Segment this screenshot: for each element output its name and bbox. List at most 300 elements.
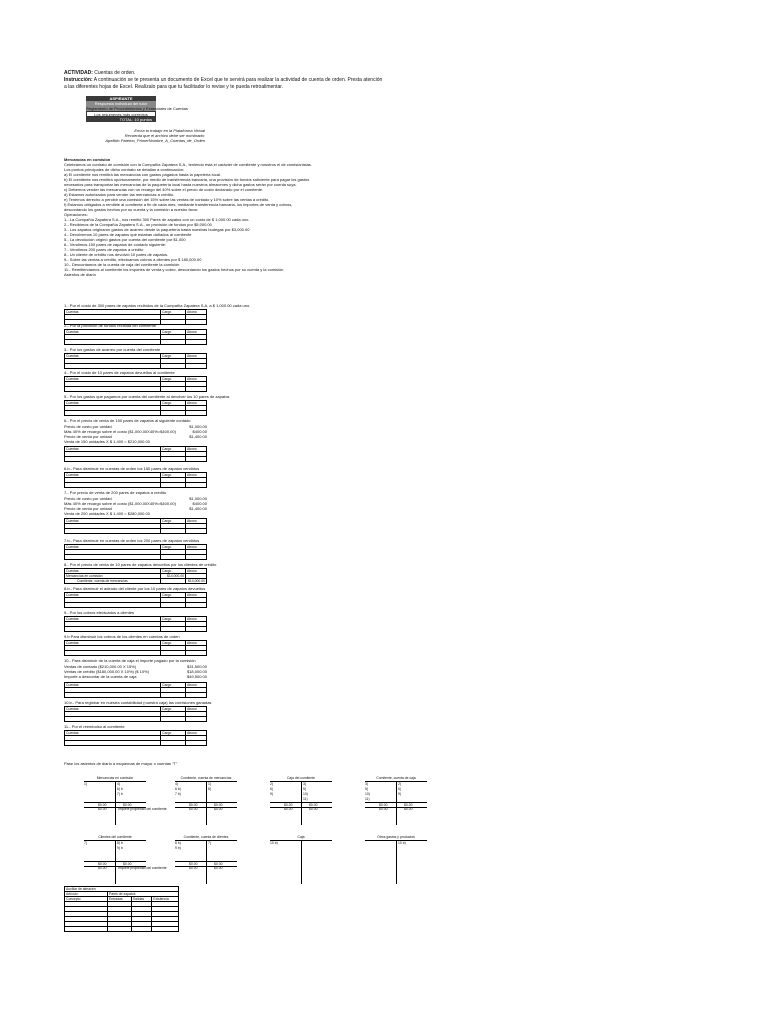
journal-row bbox=[65, 411, 207, 416]
journal-row bbox=[65, 651, 207, 656]
t-account-balance-line bbox=[365, 807, 427, 808]
t-account-left-ref: 9 b) bbox=[175, 846, 181, 850]
calc-label: Precio de costo por unidad bbox=[64, 424, 112, 429]
aux-cell[interactable] bbox=[152, 927, 179, 932]
aux-cell[interactable] bbox=[108, 927, 132, 932]
journal-entry-title: 8.b.- Para disminuir el adeudo del cliente por los 10 pares de zapatos devueltos bbox=[64, 586, 206, 591]
t-account-note: Importe propiedad del comitente bbox=[118, 866, 167, 870]
journal-account-cell[interactable] bbox=[65, 387, 161, 392]
journal-row bbox=[65, 340, 207, 345]
journal-debit-cell[interactable] bbox=[161, 364, 186, 369]
t-account-right-ref: 8) b bbox=[117, 841, 123, 845]
col-account-header: Cuentas bbox=[65, 377, 161, 382]
journal-credit-cell[interactable] bbox=[186, 457, 207, 462]
col-account-header: Cuentas bbox=[65, 707, 161, 712]
t-account-right-ref: 6) b bbox=[117, 787, 123, 791]
col-debit-header: Cargo bbox=[161, 519, 186, 524]
case-p-3: b) El comitente nos remitirá oportunamente, por medio de transferencia bancaria, una provisión de fondos suficiente para pagar los gastos bbox=[64, 177, 310, 182]
journal-debit-cell[interactable] bbox=[161, 483, 186, 488]
journal-account-cell[interactable] bbox=[65, 340, 161, 345]
t-account-right-ref: 7) b bbox=[117, 792, 123, 796]
col-credit-header: Abono bbox=[186, 401, 207, 406]
t-account-left-balance: $0.00 bbox=[98, 807, 107, 811]
journal-row bbox=[65, 457, 207, 462]
operation-3: 3.- Los zapatos originaron gastos de acarreo desde la paquetería hasta nuestras bodegas por $3,000.00 bbox=[64, 227, 250, 232]
col-credit-header: Abono bbox=[186, 707, 207, 712]
col-credit-header: Abono bbox=[186, 354, 207, 359]
activity-label: ACTIVIDAD: bbox=[64, 70, 93, 76]
case-p-2: a) El comitente nos remitirá las mercancías con gastos pagados hasta la papelería local. bbox=[64, 172, 221, 177]
case-p-0: Celebramos un contrato de comisión con la Compañía Zapatera S.A., teniendo ésta el carácter de comitente y nosotros el de comisionistas. bbox=[64, 162, 312, 167]
journal-row bbox=[65, 627, 207, 632]
journal-credit-cell[interactable] bbox=[186, 340, 207, 345]
instruction-text-2: a las diferentes hojas de Excel. Realízalo para que tu facilitador lo revise y te pueda retroalimentar. bbox=[64, 84, 284, 90]
activity-line bbox=[64, 70, 135, 76]
t-account-left-ref: 9) bbox=[270, 792, 274, 796]
t-account-center-line bbox=[396, 781, 397, 825]
journal-credit-cell[interactable]: $14,000.00 bbox=[186, 579, 207, 584]
t-account-balance-line bbox=[270, 807, 332, 808]
journal-account-cell[interactable] bbox=[65, 627, 161, 632]
journal-table bbox=[64, 376, 207, 392]
t-account-center-line bbox=[206, 781, 207, 825]
calc-value: $49,500.00 bbox=[186, 674, 207, 679]
operation-11: 11.- Remitiéndamos al comitente los importes de venta y cobro, descontando los gastos hechos por su cuenta y la comisión bbox=[64, 267, 284, 272]
journal-debit-cell[interactable] bbox=[161, 411, 186, 416]
submission-line-1: Envía tu trabajo en la Plataforma Virtual bbox=[134, 128, 205, 133]
col-debit-header: Cargo bbox=[161, 545, 186, 550]
case-title: Mercancías en comisión bbox=[64, 157, 111, 162]
aux-cell[interactable] bbox=[65, 927, 108, 932]
t-account-left-total: $0.00 bbox=[98, 862, 107, 866]
aux-cell[interactable] bbox=[131, 927, 151, 932]
journal-row bbox=[65, 741, 207, 746]
col-debit-header: Cargo bbox=[161, 641, 186, 646]
t-account-right-total: $0.00 bbox=[214, 803, 223, 807]
col-debit-header: Cargo bbox=[161, 330, 186, 335]
col-credit-header: Abono bbox=[186, 545, 207, 550]
rubric-title: ASPIRANTE bbox=[86, 96, 156, 101]
journal-table bbox=[64, 640, 207, 656]
t-account-sum-line bbox=[84, 802, 146, 803]
t-account-left-ref: 5) bbox=[365, 787, 369, 791]
journal-debit-cell[interactable] bbox=[161, 387, 186, 392]
col-debit-header: Cargo bbox=[161, 593, 186, 598]
calc-label: Más 40% de recargo sobre el costo ($1,000.00X40%=$400.00) bbox=[64, 501, 176, 506]
t-account-right-total: $0.00 bbox=[123, 803, 132, 807]
journal-table bbox=[64, 353, 207, 369]
journal-entry-title: 1.- Por el costo de 300 pares de zapatos recibidos de la Compañía Zapatera S.A. a $ 1,000.00 cada uno. bbox=[64, 303, 251, 308]
t-account-sum-line bbox=[84, 861, 146, 862]
col-credit-header: Abono bbox=[186, 377, 207, 382]
journal-credit-cell[interactable] bbox=[186, 529, 207, 534]
rubric-row-1: Respuesta individual del tutor bbox=[86, 101, 156, 106]
t-account-left-total: $0.00 bbox=[284, 803, 293, 807]
journal-account-cell[interactable] bbox=[65, 529, 161, 534]
case-p-7: e) Tenemos derecho a percibir una comisión del 15% sobre las ventas de contado y 10% sobre las ventas a crédito. bbox=[64, 197, 270, 202]
journal-entry-title: 2.- Por la provisión de fondos recibida del comitente bbox=[64, 323, 157, 328]
operation-4: 4.- Devolvemos 10 pares de zapatos que estaban dañados al comitente bbox=[64, 232, 192, 237]
col-credit-header: Abono bbox=[186, 310, 207, 315]
aux-row bbox=[65, 927, 179, 932]
journal-account-cell[interactable]: Comitente, cuenta de mercancías bbox=[65, 579, 161, 584]
t-account-center-line bbox=[396, 840, 397, 884]
t-account-right-total: $0.00 bbox=[404, 803, 413, 807]
case-p-9: descontando los gastos hechos por su cuenta y la comisión a nuestro favor. bbox=[64, 207, 199, 212]
t-account-left-total: $0.00 bbox=[379, 803, 388, 807]
journal-account-cell[interactable] bbox=[65, 741, 161, 746]
journal-entry-title: 7.b.- Para disminuir en cuentas de orden los 200 pares de zapatos vendidos bbox=[64, 538, 200, 543]
col-account-header: Cuentas bbox=[65, 519, 161, 524]
case-p-6: d) Estamos autorizados para vender las mercancías a crédito. bbox=[64, 192, 175, 197]
journal-row bbox=[65, 483, 207, 488]
t-account-center-line bbox=[115, 781, 116, 825]
aux-header-salidas: Salidas bbox=[131, 897, 151, 902]
col-debit-header: Cargo bbox=[161, 354, 186, 359]
case-statement bbox=[64, 157, 364, 277]
case-p-5: c) Debemos vender las mercancías con un recargo del 40% sobre el precio de costo declarado por el comitente. bbox=[64, 187, 264, 192]
journal-entry-title: 8.- Por el precio de venta de 10 pares de zapatos devueltos por los clientes de crédito bbox=[64, 562, 217, 567]
operation-7: 7.- Vendimos 200 pares de zapatos a crédito bbox=[64, 247, 144, 252]
col-debit-header: Cargo bbox=[161, 310, 186, 315]
col-debit-header: Cargo bbox=[161, 473, 186, 478]
t-account-left-ref: 3) bbox=[365, 782, 369, 786]
t-account-right-balance: $0.00 bbox=[404, 807, 413, 811]
t-account-right-ref: 10 b) bbox=[398, 841, 406, 845]
t-account-name: Caja del comitente bbox=[286, 776, 316, 780]
journal-row bbox=[65, 579, 207, 584]
t-account-center-line bbox=[115, 840, 116, 884]
col-account-header: Cuentas bbox=[65, 683, 161, 688]
col-account-header: Cuentas bbox=[65, 354, 161, 359]
journal-account-cell[interactable] bbox=[65, 693, 161, 698]
col-credit-header: Abono bbox=[186, 593, 207, 598]
t-account-name: Mercancías en comisión bbox=[96, 776, 134, 780]
calc-label: Precio de venta por unidad bbox=[64, 506, 112, 511]
col-account-header: Cuentas bbox=[65, 731, 161, 736]
aux-article-value: Pares de zapatos bbox=[108, 892, 179, 897]
aux-header-concepto: Concepto bbox=[65, 897, 108, 902]
journal-account-cell[interactable] bbox=[65, 364, 161, 369]
col-account-header: Cuentas bbox=[65, 569, 161, 574]
t-account-note: Importe propiedad del comitente bbox=[118, 807, 167, 811]
t-account-right-ref: 1) bbox=[208, 782, 212, 786]
t-account-left-total: $0.00 bbox=[189, 862, 198, 866]
operation-10: 10.- Descontamos de la cuenta de caja del comitente la comisión bbox=[64, 262, 180, 267]
t-account-name: Comitente, cuenta de mercancías bbox=[180, 776, 232, 780]
calc-label: Venta de 200 unidades X $ 1,400 = $280,000.00 bbox=[64, 511, 150, 516]
journal-entry-title: 10.b.- Para registrar en nuestra contabilidad (nuestra caja) las comisiones ganadas bbox=[64, 700, 212, 705]
col-account-header: Cuentas bbox=[65, 310, 161, 315]
operation-9: 9.- Sobre las ventas a crédito, efectuamos cobros a clientes por $ 180,000.00 bbox=[64, 257, 202, 262]
calc-label: Precio de costo por unidad bbox=[64, 496, 112, 501]
journal-credit-cell[interactable] bbox=[186, 693, 207, 698]
col-credit-header: Abono bbox=[186, 447, 207, 452]
t-account-center-line bbox=[301, 781, 302, 825]
t-account-left-ref: 1) bbox=[84, 782, 88, 786]
t-account-right-balance: $0.00 bbox=[214, 866, 223, 870]
journal-entry-title: 10.- Para disminuir de la cuenta de caja el importe pagado por la comisión bbox=[64, 658, 196, 663]
t-account-center-line bbox=[206, 840, 207, 884]
calc-value: $400.00 bbox=[192, 429, 207, 434]
t-account-name: Comitente, cuenta de clientes bbox=[183, 835, 229, 839]
calc-label: Ventas de contado ($210,000.00 X 15%) bbox=[64, 664, 137, 669]
journal-credit-cell[interactable] bbox=[186, 555, 207, 560]
journal-table bbox=[64, 544, 207, 560]
journal-row bbox=[65, 364, 207, 369]
col-credit-header: Abono bbox=[186, 731, 207, 736]
journal-table bbox=[64, 730, 207, 746]
journal-debit-cell[interactable] bbox=[161, 627, 186, 632]
journal-debit-cell[interactable]: $14,000.00 bbox=[161, 574, 186, 579]
col-credit-header: Abono bbox=[186, 473, 207, 478]
t-account-left-ref: 6 b) bbox=[175, 787, 181, 791]
journal-row bbox=[65, 693, 207, 698]
operation-8: 8.- Un cliente de crédito nos devolvió 10 pares de zapatos. bbox=[64, 252, 169, 257]
col-account-header: Cuentas bbox=[65, 641, 161, 646]
journal-entry-title: 4.- Por el costo de 10 pares de zapatos devueltos al comitente bbox=[64, 370, 175, 375]
t-account-right-ref: 9) b bbox=[117, 846, 123, 850]
t-account-right-balance: $0.00 bbox=[214, 807, 223, 811]
calc-block bbox=[64, 664, 207, 679]
journal-credit-cell[interactable] bbox=[186, 411, 207, 416]
aux-article-label: Artículo: bbox=[65, 892, 108, 897]
col-debit-header: Cargo bbox=[161, 617, 186, 622]
instruction-line bbox=[64, 77, 382, 83]
journal-debit-cell[interactable] bbox=[161, 529, 186, 534]
journal-credit-cell[interactable] bbox=[186, 627, 207, 632]
journal-table bbox=[64, 329, 207, 345]
aux-ledger bbox=[64, 886, 179, 932]
t-account-right-ref: 3) bbox=[303, 782, 307, 786]
journal-entry-title: 9.- Por los cobros efectuados a clientes bbox=[64, 610, 135, 615]
operation-5: 5.- La devolución originó gastos por cuenta del comitente por $1,000 bbox=[64, 237, 186, 242]
t-account-left-balance: $0.00 bbox=[189, 807, 198, 811]
t-account-left-total: $0.00 bbox=[98, 803, 107, 807]
journal-account-cell[interactable] bbox=[65, 457, 161, 462]
journal-credit-cell[interactable] bbox=[186, 717, 207, 722]
t-account-left-ref: 10 b) bbox=[270, 841, 278, 845]
t-account-sum-line bbox=[365, 802, 427, 803]
col-debit-header: Cargo bbox=[161, 569, 186, 574]
t-account-left-total: $0.00 bbox=[189, 803, 198, 807]
journal-credit-cell[interactable] bbox=[186, 603, 207, 608]
journal-debit-cell[interactable] bbox=[161, 717, 186, 722]
t-account-name: Caja bbox=[297, 835, 305, 839]
journal-account-cell[interactable] bbox=[65, 717, 161, 722]
col-debit-header: Cargo bbox=[161, 377, 186, 382]
journal-credit-cell[interactable] bbox=[186, 483, 207, 488]
journal-table bbox=[64, 400, 207, 416]
journal-debit-cell[interactable] bbox=[161, 651, 186, 656]
t-account-sum-line bbox=[175, 861, 237, 862]
submission-line-2: Recuerda que el archivo debe ser nombrado: bbox=[124, 133, 205, 138]
journal-debit-cell[interactable] bbox=[161, 555, 186, 560]
calc-block bbox=[64, 496, 207, 516]
t-account-name: Otros gastos y productos bbox=[377, 835, 415, 839]
journal-title: Asientos de diario bbox=[64, 272, 96, 277]
journal-debit-cell[interactable] bbox=[161, 579, 186, 584]
journal-table bbox=[64, 568, 207, 584]
t-account-right-total: $0.00 bbox=[214, 862, 223, 866]
col-credit-header: Abono bbox=[186, 683, 207, 688]
calc-value: $400.00 bbox=[192, 501, 207, 506]
calc-value: $31,500.00 bbox=[186, 664, 207, 669]
t-account-name: Comitente, cuenta de caja bbox=[376, 776, 416, 780]
submission-line-3: Apellido Paterno_PrimerNombre_A_Cuentas_de_Orden bbox=[105, 138, 205, 143]
col-credit-header: Abono bbox=[186, 330, 207, 335]
rubric-row-3: Los resúmenes más correctos bbox=[86, 111, 156, 117]
journal-credit-cell[interactable] bbox=[186, 741, 207, 746]
t-account-right-ref: 9) bbox=[398, 792, 402, 796]
journal-debit-cell[interactable] bbox=[161, 340, 186, 345]
t-account-right-ref: 8) bbox=[208, 787, 212, 791]
t-account-balance-line bbox=[175, 807, 237, 808]
journal-entry-title: 9.b Para disminuir los cobros de los clientes en cuentas de orden bbox=[64, 634, 180, 639]
calc-value: $1,400.00 bbox=[189, 506, 207, 511]
journal-row bbox=[65, 603, 207, 608]
col-account-header: Cuentas bbox=[65, 401, 161, 406]
col-debit-header: Cargo bbox=[161, 447, 186, 452]
journal-account-cell[interactable] bbox=[65, 603, 161, 608]
col-account-header: Cuentas bbox=[65, 545, 161, 550]
col-credit-header: Abono bbox=[186, 617, 207, 622]
journal-entry-title: 6.- Por el precio de venta de 150 pares de zapatos al siguiente contado bbox=[64, 418, 191, 423]
t-account-right-ref: 11) bbox=[303, 797, 308, 801]
journal-credit-cell[interactable] bbox=[186, 651, 207, 656]
journal-entry-title: 7.- Por precio de venta de 200 pares de zapatos a crédito bbox=[64, 490, 167, 495]
journal-table bbox=[64, 706, 207, 722]
calc-label: Precio de venta por unidad bbox=[64, 434, 112, 439]
journal-account-cell[interactable] bbox=[65, 483, 161, 488]
t-account-right-total: $0.00 bbox=[123, 862, 132, 866]
t-account-left-balance: $0.00 bbox=[189, 866, 198, 870]
aux-header-existencia: Existencia bbox=[152, 897, 179, 902]
journal-credit-cell[interactable] bbox=[186, 320, 207, 325]
journal-table bbox=[64, 518, 207, 534]
t-account-left-ref: 7) bbox=[84, 841, 88, 845]
col-credit-header: Abono bbox=[186, 569, 207, 574]
t-account-left-ref: 10) bbox=[365, 792, 370, 796]
calc-label: Más 40% de recargo sobre el costo ($1,000.00X40%=$400.00) bbox=[64, 429, 176, 434]
operation-6: 6.- Vendimos 150 pares de zapatos de contado siguiente: bbox=[64, 242, 167, 247]
col-debit-header: Cargo bbox=[161, 707, 186, 712]
col-credit-header: Abono bbox=[186, 519, 207, 524]
journal-debit-cell[interactable] bbox=[161, 603, 186, 608]
col-account-header: Cuentas bbox=[65, 617, 161, 622]
journal-debit-cell[interactable] bbox=[161, 320, 186, 325]
aux-header-entradas: Entradas bbox=[108, 897, 132, 902]
t-account-left-ref: 11) bbox=[365, 797, 370, 801]
calc-block bbox=[64, 424, 207, 444]
t-account-sum-line bbox=[175, 802, 237, 803]
rubric-table bbox=[86, 96, 188, 122]
journal-row bbox=[65, 717, 207, 722]
case-p-1: Los puntos principales de dicho contrato se detallan a continuación: bbox=[64, 167, 185, 172]
journal-entry-title: 5.- Por los gastos que pagamos por cuenta del comitente al devolver los 10 pares de zapatos bbox=[64, 394, 230, 399]
journal-credit-cell[interactable] bbox=[186, 387, 207, 392]
journal-entry-title: 11.- Por el reembolso al comitente bbox=[64, 724, 125, 729]
journal-table bbox=[64, 616, 207, 632]
rubric-total: TOTAL: 10 puntos bbox=[86, 117, 156, 122]
case-p-8: f) Estamos obligados a remitirle al comitente a fin de cada mes, mediante transferencia bancaria, los importes de venta y cobros, bbox=[64, 202, 293, 207]
journal-credit-cell[interactable] bbox=[186, 364, 207, 369]
aux-title: Auxiliar de almacén bbox=[65, 887, 179, 892]
journal-entry-title: 6.b.- Para disminuir en cuentas de orden los 150 pares de zapatos vendidos bbox=[64, 466, 200, 471]
calc-row bbox=[64, 439, 207, 444]
t-account-right-ref: 5) bbox=[303, 787, 307, 791]
t-account-left-ref: 2) bbox=[270, 782, 274, 786]
col-debit-header: Cargo bbox=[161, 683, 186, 688]
t-account-left-ref: 8 b) bbox=[175, 841, 181, 845]
journal-table bbox=[64, 682, 207, 698]
t-account-right-ref: 2) bbox=[398, 782, 402, 786]
journal-account-cell[interactable] bbox=[65, 411, 161, 416]
t-accounts-title: Pase los asientos de diario a esquemas de mayor o cuentas "T" bbox=[64, 761, 178, 766]
journal-row bbox=[65, 555, 207, 560]
t-account-sum-line bbox=[270, 802, 332, 803]
case-p-4: necesarios para transportar las mercancías de la paquetería local hasta nuestros almacenes y dicha gastos serán por cuenta suya. bbox=[64, 182, 297, 187]
t-account-center-line bbox=[301, 840, 302, 884]
journal-account-cell[interactable] bbox=[65, 555, 161, 560]
t-account-left-balance: $0.00 bbox=[379, 807, 388, 811]
journal-account-cell[interactable]: Mercancías en comisión bbox=[65, 574, 161, 579]
t-account-right-total: $0.00 bbox=[309, 803, 318, 807]
t-account-name: Clientes del comitente bbox=[98, 835, 132, 839]
operation-2: 2.- Recibimos de la Compañía Zapatera S.A., un provisión de fondos por $5,000.00 bbox=[64, 222, 212, 227]
calc-row bbox=[64, 674, 207, 679]
submission-note bbox=[100, 128, 205, 143]
t-account-balance-line bbox=[175, 866, 237, 867]
calc-value: $1,400.00 bbox=[189, 434, 207, 439]
calc-value: $1,000.00 bbox=[189, 496, 207, 501]
journal-debit-cell[interactable] bbox=[161, 457, 186, 462]
col-credit-header: Abono bbox=[186, 641, 207, 646]
t-account-left-balance: $0.00 bbox=[98, 866, 107, 870]
calc-label: Venta de 150 unidades X $ 1,400 = $210,000.00 bbox=[64, 439, 150, 444]
instruction-text: A continuación se te presenta un documento de Excel que te servirá para realizar la actividad de cuenta de orden. Presta atención bbox=[92, 77, 383, 83]
col-account-header: Cuentas bbox=[65, 330, 161, 335]
activity-text: Cuentas de orden. bbox=[92, 70, 136, 76]
t-account-right-ref: 4) bbox=[117, 782, 121, 786]
t-account-left-ref: 6) bbox=[270, 787, 274, 791]
rubric-row-2: Reglamento de Procedimientos y Estándares de Cuentas bbox=[86, 106, 188, 111]
calc-value: $18,000.00 bbox=[186, 669, 207, 674]
col-debit-header: Cargo bbox=[161, 401, 186, 406]
calc-row bbox=[64, 511, 207, 516]
calc-label: Ventas de crédito ($180,000.00 X 10%) ($ 10%) bbox=[64, 669, 149, 674]
col-account-header: Cuentas bbox=[65, 447, 161, 452]
journal-entry-title: 3.- Por los gastos de acarreo por cuenta del comitente bbox=[64, 347, 161, 352]
journal-debit-cell[interactable] bbox=[161, 693, 186, 698]
journal-row bbox=[65, 387, 207, 392]
calc-value: $1,000.00 bbox=[189, 424, 207, 429]
journal-debit-cell[interactable] bbox=[161, 741, 186, 746]
operation-1: 1.- La Compañía Zapatera S.A., nos remitió 300 Pares de zapatos con un costo de $ 1,000.00 cada uno. bbox=[64, 217, 250, 222]
t-account-right-ref: 7) bbox=[208, 841, 212, 845]
t-account-right-ref: 10) bbox=[303, 792, 308, 796]
t-account-left-balance: $0.00 bbox=[284, 807, 293, 811]
t-account-right-ref: 6) bbox=[398, 787, 402, 791]
t-account-left-ref: 4) bbox=[175, 782, 179, 786]
operations-title: Operaciones: bbox=[64, 212, 88, 217]
journal-table bbox=[64, 592, 207, 608]
journal-table bbox=[64, 472, 207, 488]
t-account-right-balance: $0.00 bbox=[309, 807, 318, 811]
instruction-label: Instrucción: bbox=[64, 77, 93, 83]
col-account-header: Cuentas bbox=[65, 593, 161, 598]
journal-account-cell[interactable] bbox=[65, 651, 161, 656]
